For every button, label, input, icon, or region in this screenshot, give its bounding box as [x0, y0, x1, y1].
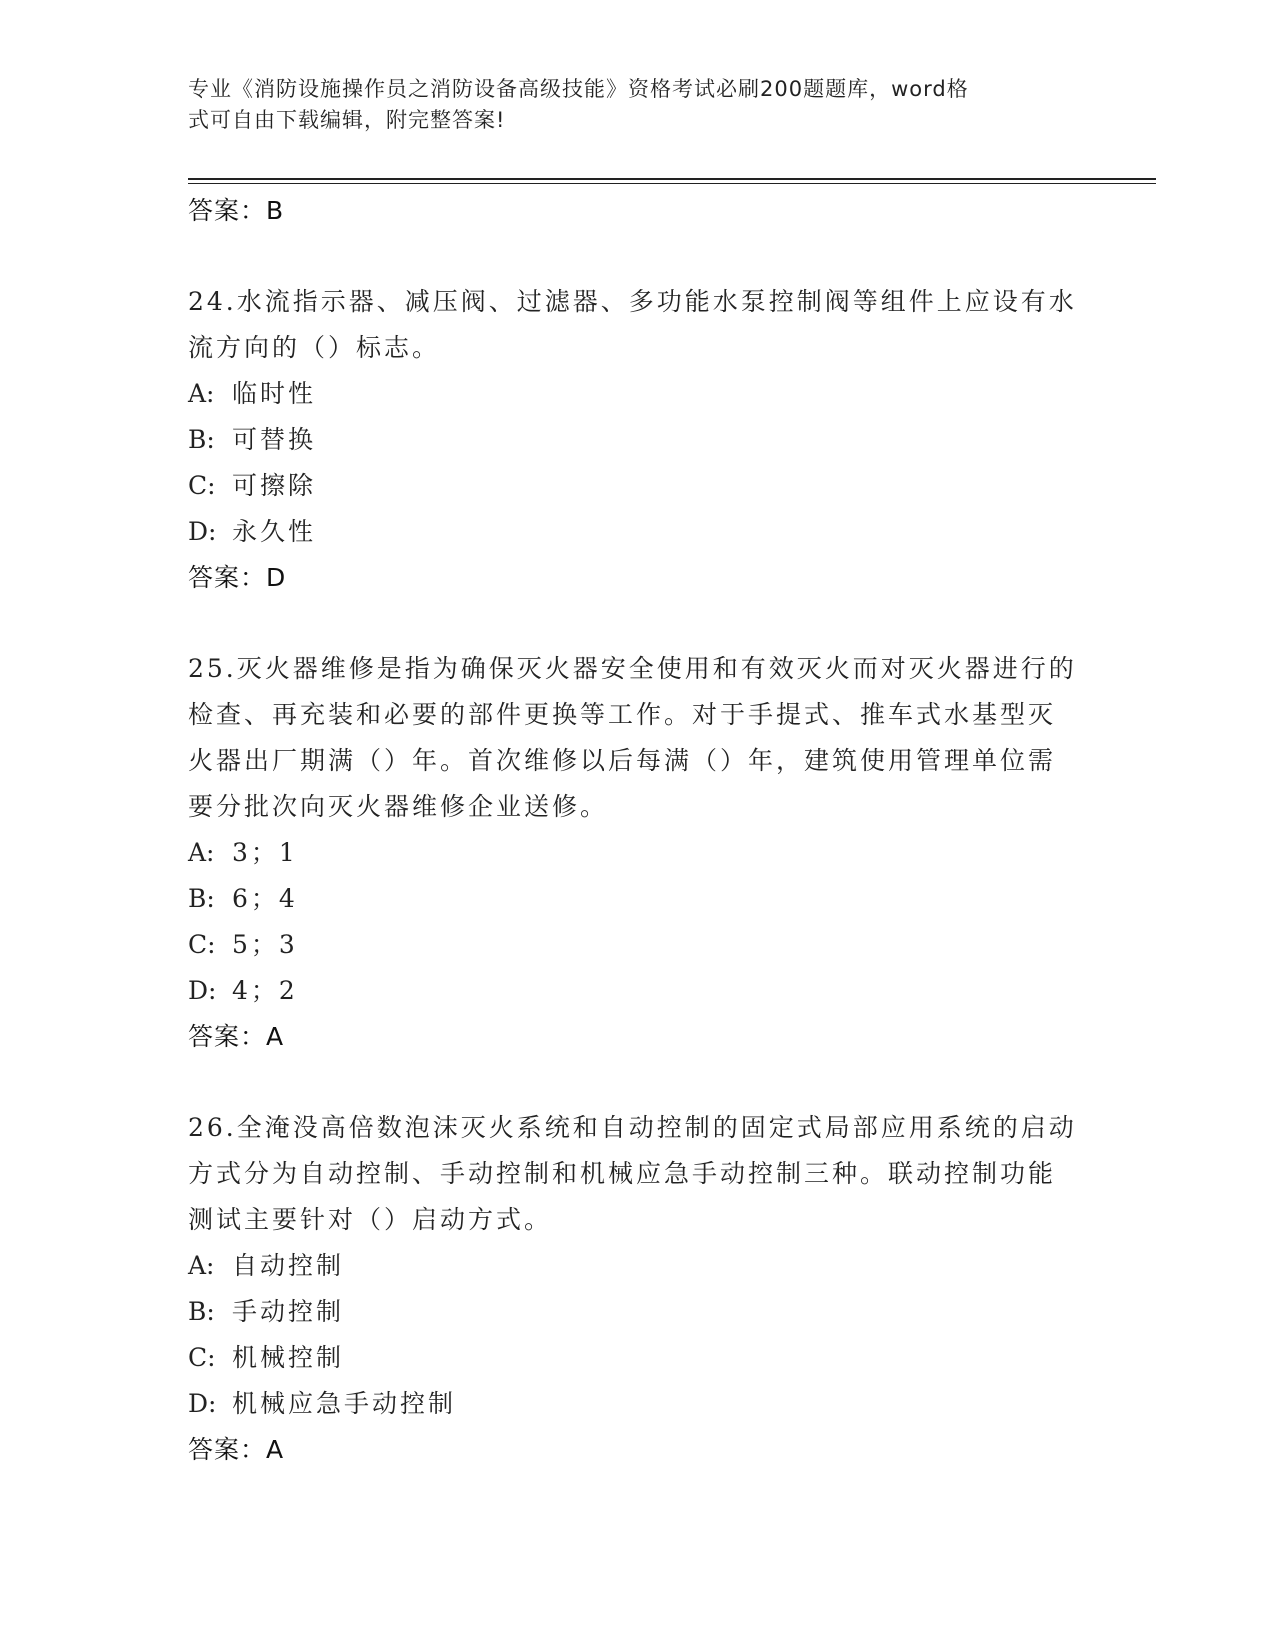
option-c — [188, 463, 1088, 509]
option-text: 机械控制 — [232, 1343, 345, 1372]
option-label: C: — [188, 1343, 216, 1372]
option-d — [188, 968, 1088, 1014]
option-a — [188, 1243, 1088, 1289]
option-label: B: — [188, 884, 215, 913]
option-label: D: — [188, 976, 217, 1005]
question-block — [188, 279, 1088, 601]
option-d — [188, 1381, 1088, 1427]
option-text: 5；3 — [232, 930, 298, 959]
spacer — [188, 1060, 1088, 1105]
option-label: A: — [188, 838, 215, 867]
spacer — [188, 234, 1088, 279]
option-label: D: — [188, 517, 217, 546]
answer-line: 答案：D — [188, 563, 287, 592]
option-b — [188, 876, 1088, 922]
option-label: B: — [188, 425, 215, 454]
option-label: A: — [188, 1251, 215, 1280]
option-label: C: — [188, 930, 216, 959]
option-a — [188, 830, 1088, 876]
option-text: 可擦除 — [232, 471, 317, 500]
option-text: 可替换 — [232, 425, 317, 454]
question-list — [188, 188, 1088, 1473]
question-block — [188, 1105, 1088, 1473]
option-text: 手动控制 — [232, 1297, 345, 1326]
option-d — [188, 509, 1088, 555]
page-header — [188, 74, 1068, 136]
option-c — [188, 922, 1088, 968]
option-text: 6；4 — [232, 884, 298, 913]
option-text: 自动控制 — [232, 1251, 345, 1280]
option-label: C: — [188, 471, 216, 500]
question-text: 25.灭火器维修是指为确保灭火器安全使用和有效灭火而对灭火器进行的检查、再充装和必要的部件更换等工作。对于手提式、推车式水基型灭火器出厂期满（）年。首次维修以后每满（）年，建筑使用管理单位需要分批次向灭火器维修企业送修。 — [188, 654, 1077, 821]
option-text: 临时性 — [232, 379, 317, 408]
question-text: 24.水流指示器、减压阀、过滤器、多功能水泵控制阀等组件上应设有水流方向的（）标志。 — [188, 287, 1077, 362]
option-b — [188, 1289, 1088, 1335]
question-block — [188, 646, 1088, 1060]
option-b — [188, 417, 1088, 463]
question-text: 26.全淹没高倍数泡沫灭火系统和自动控制的固定式局部应用系统的启动方式分为自动控制、手动控制和机械应急手动控制三种。联动控制功能测试主要针对（）启动方式。 — [188, 1113, 1077, 1234]
option-label: D: — [188, 1389, 217, 1418]
answer-line: 答案：A — [188, 1435, 285, 1464]
option-c — [188, 1335, 1088, 1381]
answer-line: 答案：A — [188, 1022, 285, 1051]
header-rule-thin — [188, 183, 1156, 184]
spacer — [188, 601, 1088, 646]
option-text: 3；1 — [232, 838, 298, 867]
option-text: 机械应急手动控制 — [232, 1389, 457, 1418]
header-line-2: 式可自由下载编辑，附完整答案! — [188, 108, 506, 132]
answer-line: 答案：B — [188, 196, 285, 225]
option-text: 永久性 — [232, 517, 317, 546]
option-text: 4；2 — [232, 976, 298, 1005]
option-label: B: — [188, 1297, 215, 1326]
option-a — [188, 371, 1088, 417]
header-rule-thick — [188, 178, 1156, 180]
header-line-1: 专业《消防设施操作员之消防设备高级技能》资格考试必刷200题题库，word格 — [188, 77, 969, 101]
option-label: A: — [188, 379, 215, 408]
